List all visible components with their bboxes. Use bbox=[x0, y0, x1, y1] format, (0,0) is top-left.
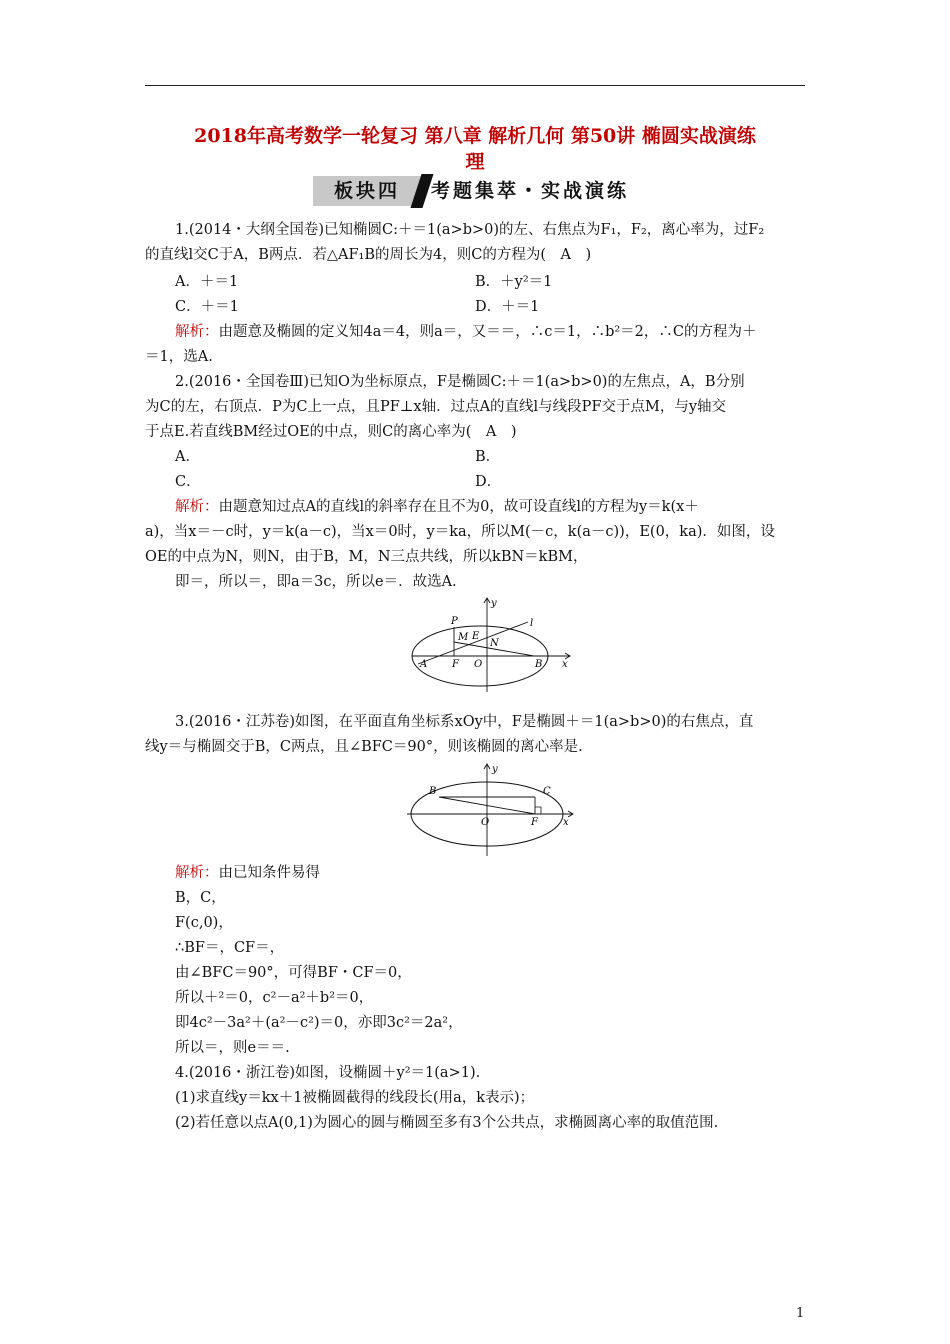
solution-label: 解析： bbox=[175, 499, 219, 515]
q2-solution-line-2: a)，当x＝－c时，y＝k(a－c)，当x＝0时，y＝ka，所以M(－c，k(a－c))，E(0，ka)．如图，设 bbox=[145, 524, 775, 540]
q2-ellipse-figure bbox=[410, 594, 580, 694]
solution-label: 解析： bbox=[175, 324, 219, 340]
q4-line-3: (2)若任意以点A(0,1)为圆心的圆与椭圆至多有3个公共点，求椭圆离心率的取值范围. bbox=[175, 1115, 719, 1131]
q3-solution-line-8: 所以＝，则e＝＝. bbox=[175, 1040, 290, 1056]
q1-solution-text-1: 由题意及椭圆的定义知4a＝4，则a＝，又＝＝，∴c＝1，∴b²＝2，∴C的方程为＋ bbox=[218, 324, 757, 340]
q3-solution-text-1: 由已知条件易得 bbox=[218, 865, 320, 881]
q3-solution-line-6: 所以＋²＝0，c²－a²＋b²＝0， bbox=[175, 990, 374, 1006]
label-x: x bbox=[563, 817, 569, 828]
label-c: C bbox=[543, 786, 551, 797]
q2-line-1: 2.(2016・全国卷Ⅲ)已知O为坐标原点，F是椭圆C:＋＝1(a>b>0)的左焦点，A，B分别 bbox=[175, 374, 745, 390]
q1-option-b: B．＋y²＝1 bbox=[475, 274, 553, 290]
right-angle-mark bbox=[535, 807, 541, 814]
label-o: O bbox=[474, 659, 483, 670]
q4-line-2: (1)求直线y＝kx＋1被椭圆截得的线段长(用a，k表示)； bbox=[175, 1090, 535, 1106]
q2-option-b: B． bbox=[475, 449, 501, 465]
banner-part-2: 考题集萃・实战演练 bbox=[431, 180, 630, 202]
label-b: B bbox=[535, 659, 543, 670]
q3-ellipse-figure bbox=[405, 762, 585, 858]
q2-option-d: D． bbox=[475, 474, 502, 490]
document-title bbox=[120, 123, 830, 175]
label-y: y bbox=[492, 764, 498, 775]
q2-option-c: C． bbox=[175, 474, 201, 490]
q1-line-2: 的直线l交C于A，B两点．若△AF₁B的周长为4，则C的方程为( A ) bbox=[145, 247, 592, 263]
q1-solution-line-1 bbox=[175, 322, 757, 342]
label-l: l bbox=[530, 618, 534, 629]
label-e: E bbox=[472, 631, 480, 642]
header-rule bbox=[145, 85, 805, 86]
label-o: O bbox=[481, 817, 490, 828]
label-p: P bbox=[451, 616, 458, 627]
label-f: F bbox=[452, 659, 459, 670]
q3-line-1: 3.(2016・江苏卷)如图，在平面直角坐标系xOy中，F是椭圆＋＝1(a>b>0)的右焦点，直 bbox=[175, 714, 754, 730]
label-y: y bbox=[491, 598, 497, 609]
q1-line-1: 1.(2014・大纲全国卷)已知椭圆C:＋＝1(a>b>0)的左、右焦点为F₁，F₂，离心率为，过F₂ bbox=[175, 222, 765, 238]
q1-option-c: C．＋＝1 bbox=[175, 299, 239, 315]
solution-label: 解析： bbox=[175, 865, 219, 881]
q2-solution-line-4: 即＝，所以＝，即a＝3c，所以e＝．故选A. bbox=[175, 574, 457, 590]
q2-line-3: 于点E.若直线BM经过OE的中点，则C的离心率为( A ) bbox=[145, 424, 517, 440]
q2-solution-line-3: OE的中点为N，则N，由于B，M，N三点共线，所以kBN＝kBM， bbox=[145, 549, 588, 565]
label-n: N bbox=[490, 638, 499, 649]
label-b: B bbox=[429, 786, 437, 797]
page-number: 1 bbox=[796, 1306, 805, 1321]
q3-solution-line-4: ∴BF＝，CF＝， bbox=[175, 940, 285, 956]
title-line-2: 理 bbox=[465, 151, 485, 173]
label-m: M bbox=[458, 632, 469, 643]
section-banner bbox=[313, 176, 653, 206]
title-line-1: 2018年高考数学一轮复习 第八章 解析几何 第50讲 椭圆实战演练 bbox=[194, 125, 756, 147]
q3-line-2: 线y＝与椭圆交于B，C两点，且∠BFC＝90°，则该椭圆的离心率是. bbox=[145, 739, 583, 755]
q2-solution-line-1 bbox=[175, 497, 699, 517]
q2-option-a: A． bbox=[175, 449, 200, 465]
q3-solution-line-2: B，C， bbox=[175, 890, 226, 906]
q4-line-1: 4.(2016・浙江卷)如图，设椭圆＋y²＝1(a>1). bbox=[175, 1065, 481, 1081]
label-a: A bbox=[420, 659, 428, 670]
q2-solution-text-1: 由题意知过点A的直线l的斜率存在且不为0，故可设直线l的方程为y＝k(x＋ bbox=[218, 499, 699, 515]
label-x: x bbox=[562, 659, 568, 670]
q3-solution-line-5: 由∠BFC＝90°，可得BF・CF＝0， bbox=[175, 965, 412, 981]
q1-option-a: A．＋＝1 bbox=[175, 274, 239, 290]
q2-line-2: 为C的左，右顶点．P为C上一点，且PF⊥x轴．过点A的直线l与线段PF交于点M，与y轴交 bbox=[145, 399, 727, 415]
q3-solution-line-7: 即4c²－3a²＋(a²－c²)＝0，亦即3c²＝2a²， bbox=[175, 1015, 463, 1031]
q1-solution-line-2: ＝1，选A. bbox=[145, 349, 213, 365]
q3-solution-line-1 bbox=[175, 863, 320, 883]
line-l bbox=[418, 622, 528, 664]
q3-solution-line-3: F(c,0)， bbox=[175, 915, 233, 931]
q1-option-d: D．＋＝1 bbox=[475, 299, 540, 315]
label-f: F bbox=[531, 817, 538, 828]
banner-part-1: 板块四 bbox=[313, 176, 421, 206]
